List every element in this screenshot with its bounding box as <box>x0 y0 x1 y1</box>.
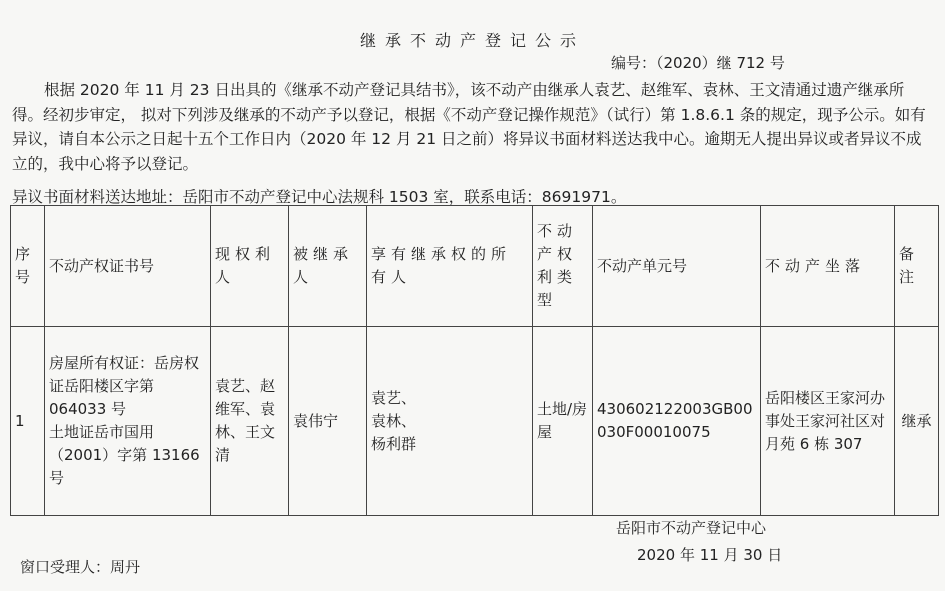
header-all-heirs: 享有继承权的所有人 <box>367 206 533 327</box>
header-seq: 序号 <box>11 206 45 327</box>
notice-body: 根据 2020 年 11 月 23 日出具的《继承不动产登记具结书》，该不动产由继承人袁艺、赵维军、袁林、王文清通过遗产继承所得。经初步审定， 拟对下列涉及继承的不动产予以登记，根据《不动产登记操作规范》（试行）第 1.8.6.1 条的规定，现予公示。如有异议，请自本公示之日起十五个工作日内（2020 年 12 月 21 日之前）将异议书面材料送达我中心。逾期无人提出异议或者异议不成立的，我中心将予以登记。 <box>12 81 926 173</box>
cell-remark: 继承 <box>895 327 939 516</box>
issuer-name: 岳阳市不动产登记中心 <box>616 519 767 537</box>
cell-cert-no <box>45 327 211 516</box>
cell-current-owner: 袁艺、赵维军、袁林、王文清 <box>211 327 289 516</box>
cell-heirs <box>367 327 533 516</box>
window-clerk: 窗口受理人：周丹 <box>20 558 141 576</box>
cell-seq: 1 <box>11 327 45 516</box>
cell-right-type: 土地/房屋 <box>533 327 593 516</box>
cell-decedent: 袁伟宁 <box>289 327 367 516</box>
header-location: 不动产坐落 <box>761 206 895 327</box>
cell-location: 岳阳楼区王家河办事处王家河社区对月苑 6 栋 307 <box>761 327 895 516</box>
cell-unit-no: 430602122003GB00030F00010075 <box>593 327 761 516</box>
table-header-row <box>11 206 939 327</box>
cert-no-land: 土地证岳市国用（2001）字第 13166 号 <box>49 423 200 487</box>
header-unit-no: 不动产单元号 <box>593 206 761 327</box>
objection-address: 异议书面材料送达地址：岳阳市不动产登记中心法规科 1503 室，联系电话：8691971。 <box>12 188 627 206</box>
header-current-owner: 现权利人 <box>211 206 289 327</box>
registration-table <box>10 205 939 516</box>
table-row <box>11 327 939 516</box>
cert-no-house: 房屋所有权证：岳房权证岳阳楼区字第 064033 号 <box>49 354 200 418</box>
heir-1: 袁艺、 <box>371 388 417 407</box>
issue-date: 2020 年 11 月 30 日 <box>637 546 783 564</box>
heir-3: 杨利群 <box>371 434 417 453</box>
notice-title: 继承不动产登记公示 <box>359 31 585 50</box>
header-right-type: 不动产权利类型 <box>533 206 593 327</box>
document-number: 编号：（2020）继 712 号 <box>611 54 785 72</box>
header-remark: 备注 <box>895 206 939 327</box>
header-decedent: 被继承人 <box>289 206 367 327</box>
heir-2: 袁林、 <box>371 411 417 430</box>
header-cert-no: 不动产权证书号 <box>45 206 211 327</box>
